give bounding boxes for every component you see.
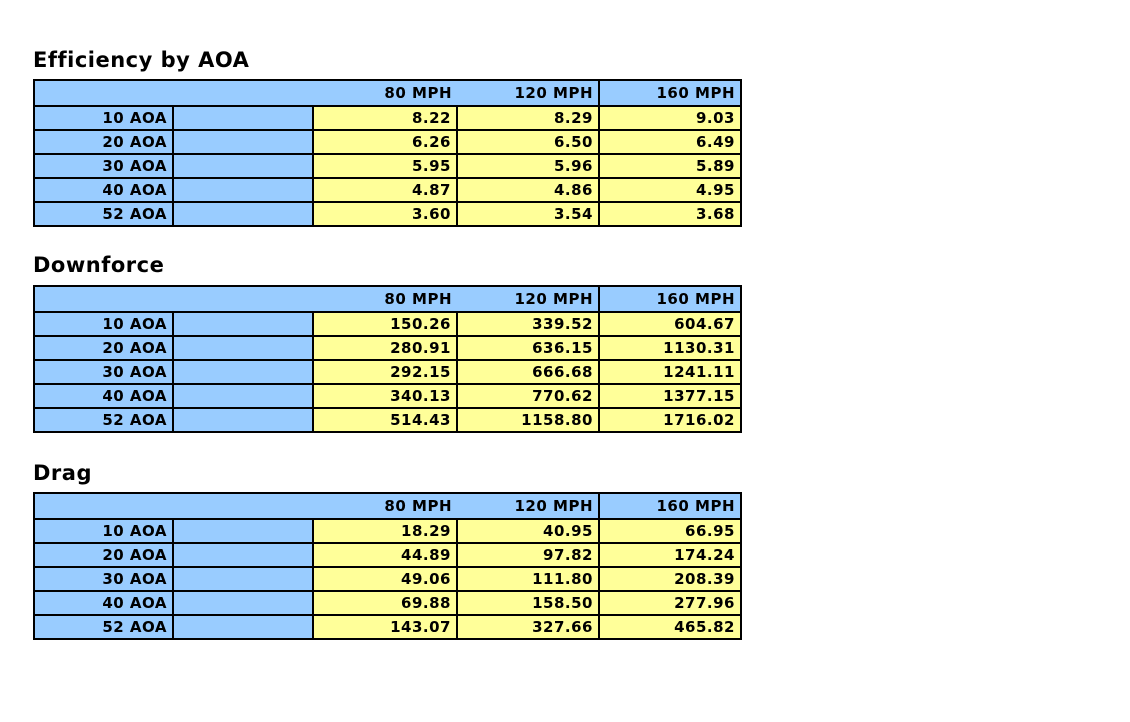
spacer-cell — [173, 178, 313, 202]
row-label-cell: 30 AOA — [34, 567, 173, 591]
table-row — [34, 384, 741, 408]
row-label-cell: 40 AOA — [34, 178, 173, 202]
table-row — [34, 591, 741, 615]
spacer-cell — [173, 130, 313, 154]
table-row — [34, 543, 741, 567]
drag-table — [33, 492, 742, 640]
spacer-cell — [173, 106, 313, 130]
value-cell: 1241.11 — [599, 360, 741, 384]
spacer-cell — [173, 591, 313, 615]
value-cell: 6.50 — [457, 130, 599, 154]
value-cell: 1716.02 — [599, 408, 741, 432]
spacer-cell — [173, 384, 313, 408]
table-row — [34, 567, 741, 591]
column-header-160mph: 160 MPH — [599, 80, 741, 106]
header-blank-cell — [34, 286, 313, 312]
column-header-80mph: 80 MPH — [313, 80, 457, 106]
spacer-cell — [173, 336, 313, 360]
value-cell: 4.86 — [457, 178, 599, 202]
value-cell: 770.62 — [457, 384, 599, 408]
value-cell: 465.82 — [599, 615, 741, 639]
table-row — [34, 336, 741, 360]
downforce-table-title: Downforce — [33, 253, 165, 277]
value-cell: 18.29 — [313, 519, 457, 543]
value-cell: 44.89 — [313, 543, 457, 567]
efficiency-table — [33, 79, 742, 227]
value-cell: 8.22 — [313, 106, 457, 130]
column-header-120mph: 120 MPH — [457, 80, 599, 106]
value-cell: 3.60 — [313, 202, 457, 226]
table-row — [34, 312, 741, 336]
value-cell: 3.68 — [599, 202, 741, 226]
column-header-160mph: 160 MPH — [599, 493, 741, 519]
value-cell: 6.49 — [599, 130, 741, 154]
value-cell: 4.95 — [599, 178, 741, 202]
column-header-120mph: 120 MPH — [457, 286, 599, 312]
value-cell: 97.82 — [457, 543, 599, 567]
spacer-cell — [173, 360, 313, 384]
value-cell: 69.88 — [313, 591, 457, 615]
value-cell: 1158.80 — [457, 408, 599, 432]
spacer-cell — [173, 567, 313, 591]
value-cell: 208.39 — [599, 567, 741, 591]
value-cell: 339.52 — [457, 312, 599, 336]
value-cell: 6.26 — [313, 130, 457, 154]
header-blank-cell — [34, 493, 313, 519]
value-cell: 5.89 — [599, 154, 741, 178]
column-header-80mph: 80 MPH — [313, 493, 457, 519]
value-cell: 150.26 — [313, 312, 457, 336]
spacer-cell — [173, 408, 313, 432]
row-label-cell: 20 AOA — [34, 543, 173, 567]
row-label-cell: 52 AOA — [34, 408, 173, 432]
table-row — [34, 130, 741, 154]
value-cell: 280.91 — [313, 336, 457, 360]
value-cell: 604.67 — [599, 312, 741, 336]
efficiency-table-title: Efficiency by AOA — [33, 48, 250, 72]
header-row — [34, 493, 741, 519]
spacer-cell — [173, 519, 313, 543]
value-cell: 327.66 — [457, 615, 599, 639]
value-cell: 277.96 — [599, 591, 741, 615]
table-row — [34, 106, 741, 130]
table-row — [34, 519, 741, 543]
spacer-cell — [173, 312, 313, 336]
table-row — [34, 178, 741, 202]
table-row — [34, 154, 741, 178]
table-row — [34, 615, 741, 639]
spacer-cell — [173, 202, 313, 226]
row-label-cell: 40 AOA — [34, 384, 173, 408]
column-header-160mph: 160 MPH — [599, 286, 741, 312]
value-cell: 1130.31 — [599, 336, 741, 360]
value-cell: 292.15 — [313, 360, 457, 384]
value-cell: 4.87 — [313, 178, 457, 202]
row-label-cell: 20 AOA — [34, 336, 173, 360]
header-blank-cell — [34, 80, 313, 106]
value-cell: 158.50 — [457, 591, 599, 615]
row-label-cell: 10 AOA — [34, 106, 173, 130]
header-row — [34, 286, 741, 312]
value-cell: 143.07 — [313, 615, 457, 639]
row-label-cell: 40 AOA — [34, 591, 173, 615]
column-header-80mph: 80 MPH — [313, 286, 457, 312]
value-cell: 666.68 — [457, 360, 599, 384]
value-cell: 5.95 — [313, 154, 457, 178]
row-label-cell: 52 AOA — [34, 202, 173, 226]
header-row — [34, 80, 741, 106]
value-cell: 174.24 — [599, 543, 741, 567]
value-cell: 49.06 — [313, 567, 457, 591]
row-label-cell: 52 AOA — [34, 615, 173, 639]
row-label-cell: 10 AOA — [34, 312, 173, 336]
value-cell: 9.03 — [599, 106, 741, 130]
value-cell: 340.13 — [313, 384, 457, 408]
value-cell: 636.15 — [457, 336, 599, 360]
spacer-cell — [173, 543, 313, 567]
table-row — [34, 408, 741, 432]
downforce-table — [33, 285, 742, 433]
value-cell: 8.29 — [457, 106, 599, 130]
value-cell: 111.80 — [457, 567, 599, 591]
value-cell: 66.95 — [599, 519, 741, 543]
value-cell: 40.95 — [457, 519, 599, 543]
drag-table-title: Drag — [33, 461, 92, 485]
spacer-cell — [173, 154, 313, 178]
row-label-cell: 20 AOA — [34, 130, 173, 154]
value-cell: 3.54 — [457, 202, 599, 226]
table-row — [34, 202, 741, 226]
value-cell: 1377.15 — [599, 384, 741, 408]
value-cell: 514.43 — [313, 408, 457, 432]
column-header-120mph: 120 MPH — [457, 493, 599, 519]
table-row — [34, 360, 741, 384]
value-cell: 5.96 — [457, 154, 599, 178]
row-label-cell: 30 AOA — [34, 360, 173, 384]
row-label-cell: 10 AOA — [34, 519, 173, 543]
spacer-cell — [173, 615, 313, 639]
row-label-cell: 30 AOA — [34, 154, 173, 178]
